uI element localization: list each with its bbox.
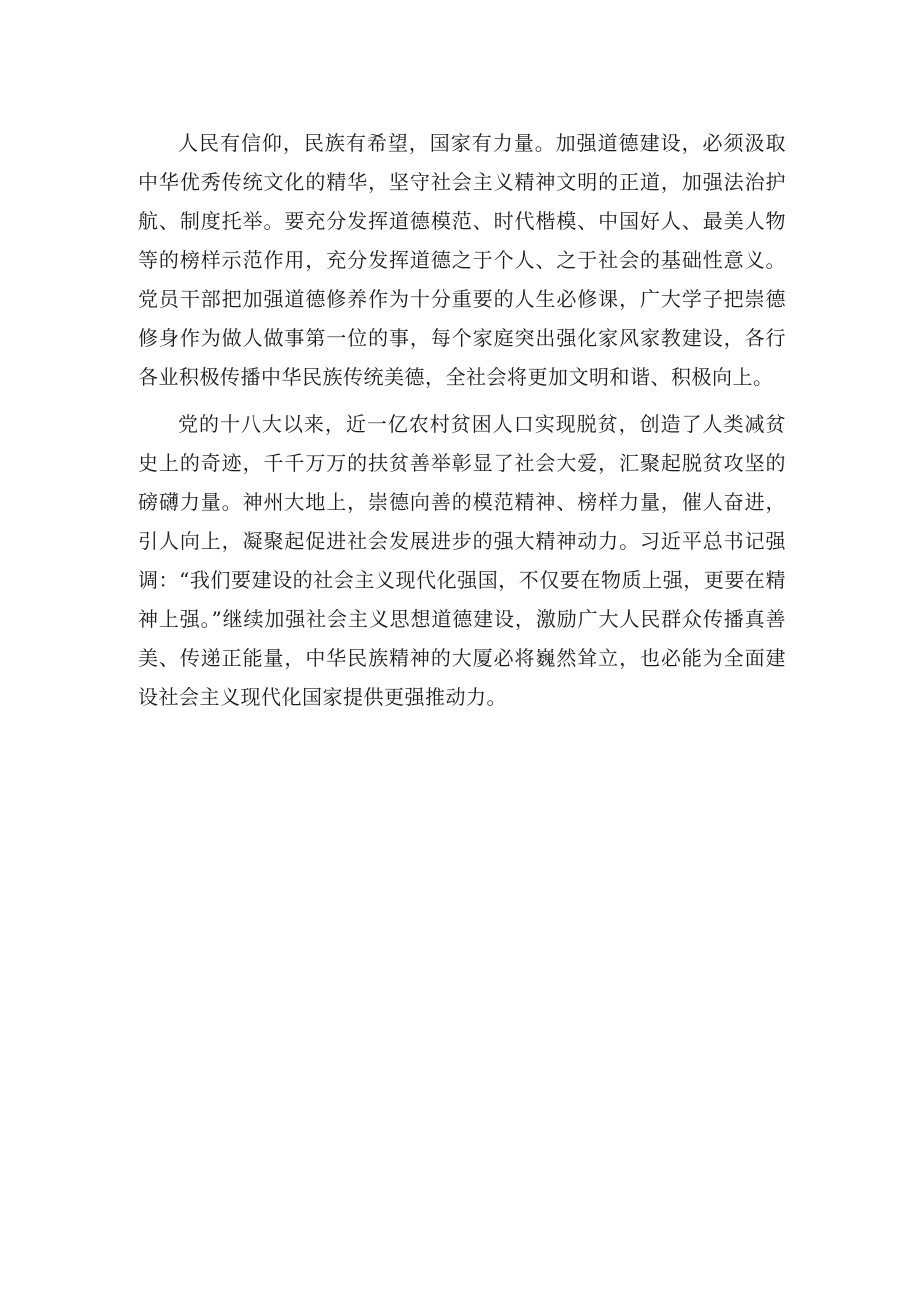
document-body <box>138 124 786 725</box>
paragraph-2: 党的十八大以来，近一亿农村贫困人口实现脱贫，创造了人类减贫史上的奇迹，千千万万的扶贫善举彰显了社会大爱，汇聚起脱贫攻坚的磅礴力量。神州大地上，崇德向善的模范精神、榜样力量，催人奋进，引人向上，凝聚起促进社会发展进步的强大精神动力。习近平总书记强调：“我们要建设的社会主义现代化强国，不仅要在物质上强，更要在精神上强。”继续加强社会主义思想道德建设，激励广大人民群众传播真善美、传递正能量，中华民族精神的大厦必将巍然耸立，也必能为全面建设社会主义现代化国家提供更强推动力。 <box>138 412 786 709</box>
paragraph-1: 人民有信仰，民族有希望，国家有力量。加强道德建设，必须汲取中华优秀传统文化的精华，坚守社会主义精神文明的正道，加强法治护航、制度托举。要充分发挥道德模范、时代楷模、中国好人、最美人物等的榜样示范作用，充分发挥道德之于个人、之于社会的基础性意义。党员干部把加强道德修养作为十分重要的人生必修课，广大学子把崇德修身作为做人做事第一位的事，每个家庭突出强化家风家教建设，各行各业积极传播中华民族传统美德，全社会将更加文明和谐、积极向上。 <box>138 131 786 389</box>
